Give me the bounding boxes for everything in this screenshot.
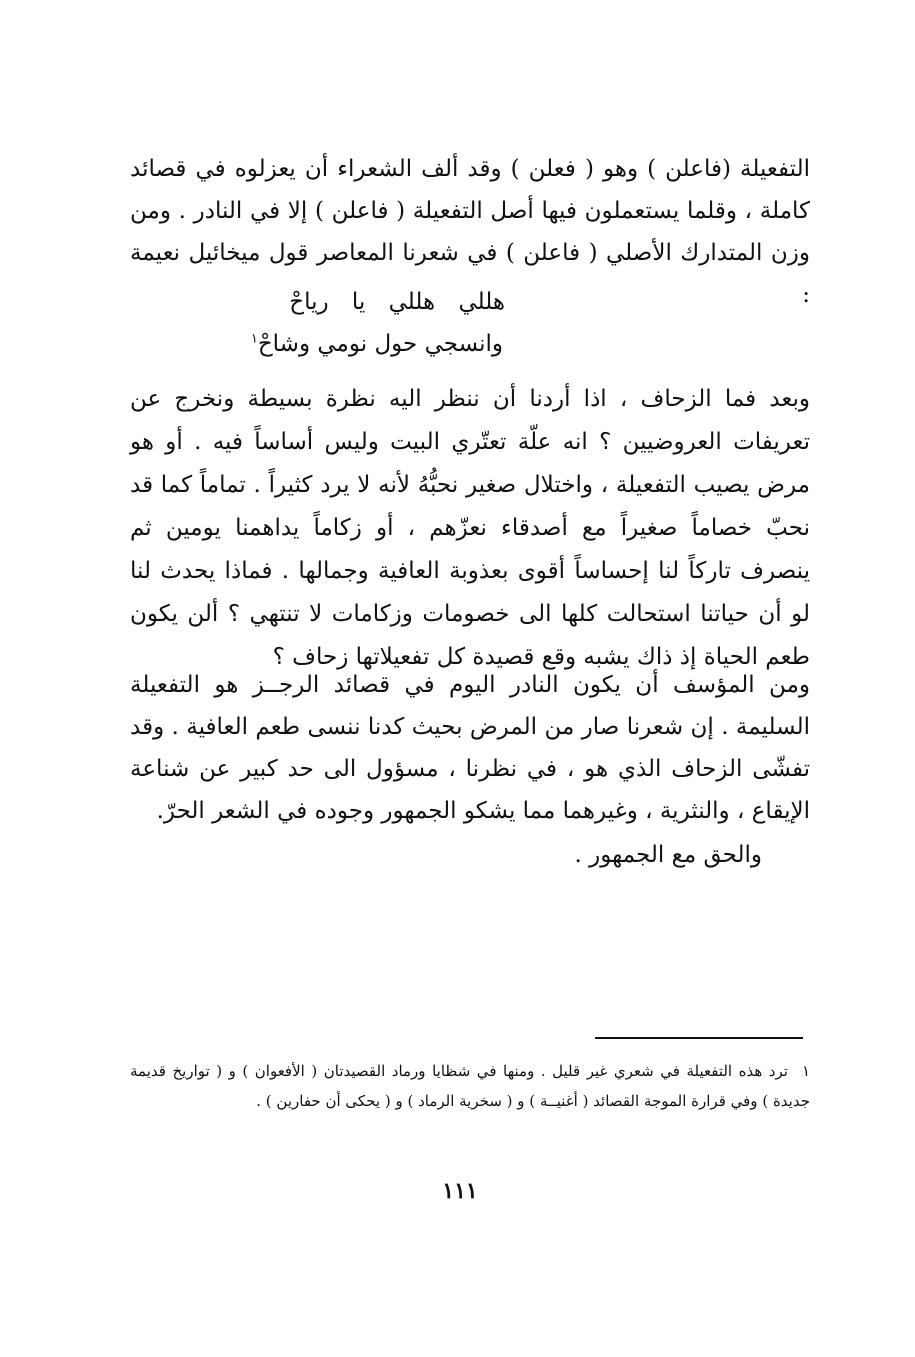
verse-line-1: هللي هللي يا رياحْ — [289, 289, 505, 315]
verse-line-2-text: وانسجي حول نومي وشاحْ — [257, 331, 503, 357]
footnote-text: ترد هذه التفعيلة في شعري غير قليل . ومنها في شظايا ورماد القصيدتان ( الأفعوان ) و ( تواريخ قديمة جديدة ) وفي قرارة الموجة القصائد ( أغنيــة ) و ( سخرية الرماد ) و ( يحكى أن حفارين ) . — [130, 1062, 810, 1110]
footnote-reference: ١ — [250, 331, 258, 347]
paragraph-2: وبعد فما الزحاف ، اذا أردنا أن ننظر اليه نظرة بسيطة ونخرج عن تعريفات العروضيين ؟ انه علّة تعتّري البيت وليس أساساً فيه . أو هو مرض يصيب التفعيلة ، واختلال صغير نحبُّهُ لأنه لا يرد كثيراً . تماماً كما قد نحبّ خصاماً صغيراً مع أصدقاء نعزّهم ، أو زكاماً يداهمنا يومين ثم ينصرف تاركاً لنا إحساساً أقوى بعذوبة العافية وجمالها . فماذا يحدث لنا لو أن حياتنا استحالت كلها الى خصومات وزكامات لا تنتهي ؟ ألن يكون طعم الحياة إذ ذاك يشبه وقع قصيدة كل تفعيلاتها زحاف ؟ — [130, 386, 810, 670]
verse-line-2 — [251, 324, 503, 364]
footnote-divider — [595, 1037, 803, 1039]
footnote — [130, 1056, 810, 1116]
closing-line: والحق مع الجمهور . — [574, 842, 762, 868]
footnote-marker: ١ — [801, 1062, 810, 1080]
page-number: ١١١ — [442, 1178, 478, 1204]
paragraph-1: التفعيلة (فاعلن ) وهو ( فعلن ) وقد ألف الشعراء أن يعزلوه في قصائد كاملة ، وقلما يستعملون فيها أصل التفعيلة ( فاعلن ) إلا في النادر . ومن وزن المتدارك الأصلي ( فاعلن ) في شعرنا المعاصر قول ميخائيل نعيمة : — [130, 156, 810, 308]
paragraph-3: ومن المؤسف أن يكون النادر اليوم في قصائد الرجــز هو التفعيلة السليمة . إن شعرنا صار من المرض بحيث كدنا ننسى طعم العافية . وقد تفشّى الزحاف الذي هو ، في نظرنا ، مسؤول الى حد كبير عن شناعة الإيقاع ، والنثرية ، وغيرهما مما يشكو الجمهور وجوده في الشعر الحرّ. — [130, 672, 810, 824]
